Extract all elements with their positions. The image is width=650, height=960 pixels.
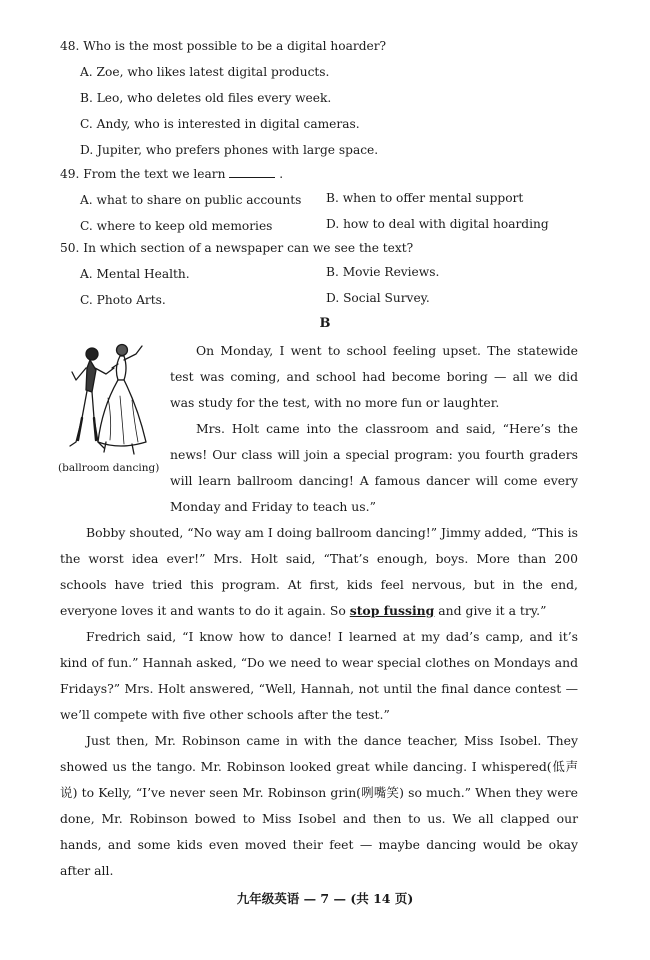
- question-49-period: .: [279, 167, 284, 181]
- question-48-option-a: A. Zoe, who likes latest digital products.: [80, 65, 330, 79]
- passage-paragraph-3-text: Bobby shouted, “No way am I doing ballroom dancing!” Jimmy added, “This is the worst idea ever!” Mrs. Holt said, “That’s enough, boys. More than 200 schools have tried this program. At first, kids feel nervous, but in the end, everyone loves it and wants to do it again. So: [60, 525, 578, 618]
- passage-paragraph-5: Just then, Mr. Robinson came in with the dance teacher, Miss Isobel. They showed us the tango. Mr. Robinson looked great while dancing. I whispered(低声说) to Kelly, “I’ve never seen Mr. Robinson grin(咧嘴笑) so much.” When they were done, Mr. Robinson bowed to Miss Isobel and then to us. We all clapped our hands, and some kids even moved their feet — maybe dancing would be okay after all.: [60, 733, 578, 878]
- question-49-option-c: C. where to keep old memories: [80, 219, 273, 233]
- passage-paragraph-1-text: On Monday, I went to school feeling upset. The statewide test was coming, and school had become boring — all we did was study for the test, with no more fun or laughter.: [170, 343, 578, 410]
- highlighted-phrase: stop fussing: [349, 603, 435, 618]
- passage-body: [60, 520, 578, 884]
- passage-paragraph-4: Fredrich said, “I know how to dance! I learned at my dad’s camp, and it’s kind of fun.” Hannah asked, “Do we need to wear special clothes on Mondays and Fridays?” Mrs. Holt answered, “Well, Hannah, not until the final dance contest — we’ll compete with five other schools after the test.”: [60, 629, 578, 722]
- illustration-caption: (ballroom dancing): [58, 462, 160, 474]
- question-50-option-a: A. Mental Health.: [80, 267, 190, 281]
- question-48-option-b: B. Leo, who deletes old files every week.: [80, 91, 332, 105]
- passage-paragraph-3-end: and give it a try.”: [434, 603, 547, 618]
- question-48-option-d: D. Jupiter, who prefers phones with large space.: [80, 143, 379, 157]
- question-48-stem: 48. Who is the most possible to be a digital hoarder?: [60, 39, 387, 53]
- passage-paragraph-2-text: Mrs. Holt came into the classroom and said, “Here’s the news! Our class will join a special program: you fourth graders will learn ballroom dancing! A famous dancer will come every Monday and Friday to teach us.”: [170, 421, 578, 514]
- question-50-option-d: D. Social Survey.: [326, 291, 430, 305]
- question-49-option-b: B. when to offer mental support: [326, 191, 524, 205]
- answer-blank: [229, 166, 275, 178]
- passage-paragraph-2-top: [170, 416, 578, 520]
- question-50-option-b: B. Movie Reviews.: [326, 265, 440, 279]
- passage-paragraph-1: [170, 338, 578, 416]
- question-49-option-a: A. what to share on public accounts: [80, 193, 302, 207]
- question-50-option-c: C. Photo Arts.: [80, 293, 166, 307]
- question-50-stem: 50. In which section of a newspaper can we see the text?: [60, 241, 414, 255]
- ballroom-dancing-couple-illustration: [62, 338, 158, 460]
- question-48-option-c: C. Andy, who is interested in digital cameras.: [80, 117, 360, 131]
- question-49-option-d: D. how to deal with digital hoarding: [326, 217, 549, 231]
- passage-paragraph-3: [60, 520, 578, 624]
- question-49-stem-line: [60, 166, 283, 182]
- page-footer: 九年级英语 — 7 — (共 14 页): [236, 891, 414, 906]
- section-title: B: [319, 316, 331, 331]
- question-49-stem: 49. From the text we learn: [60, 167, 226, 181]
